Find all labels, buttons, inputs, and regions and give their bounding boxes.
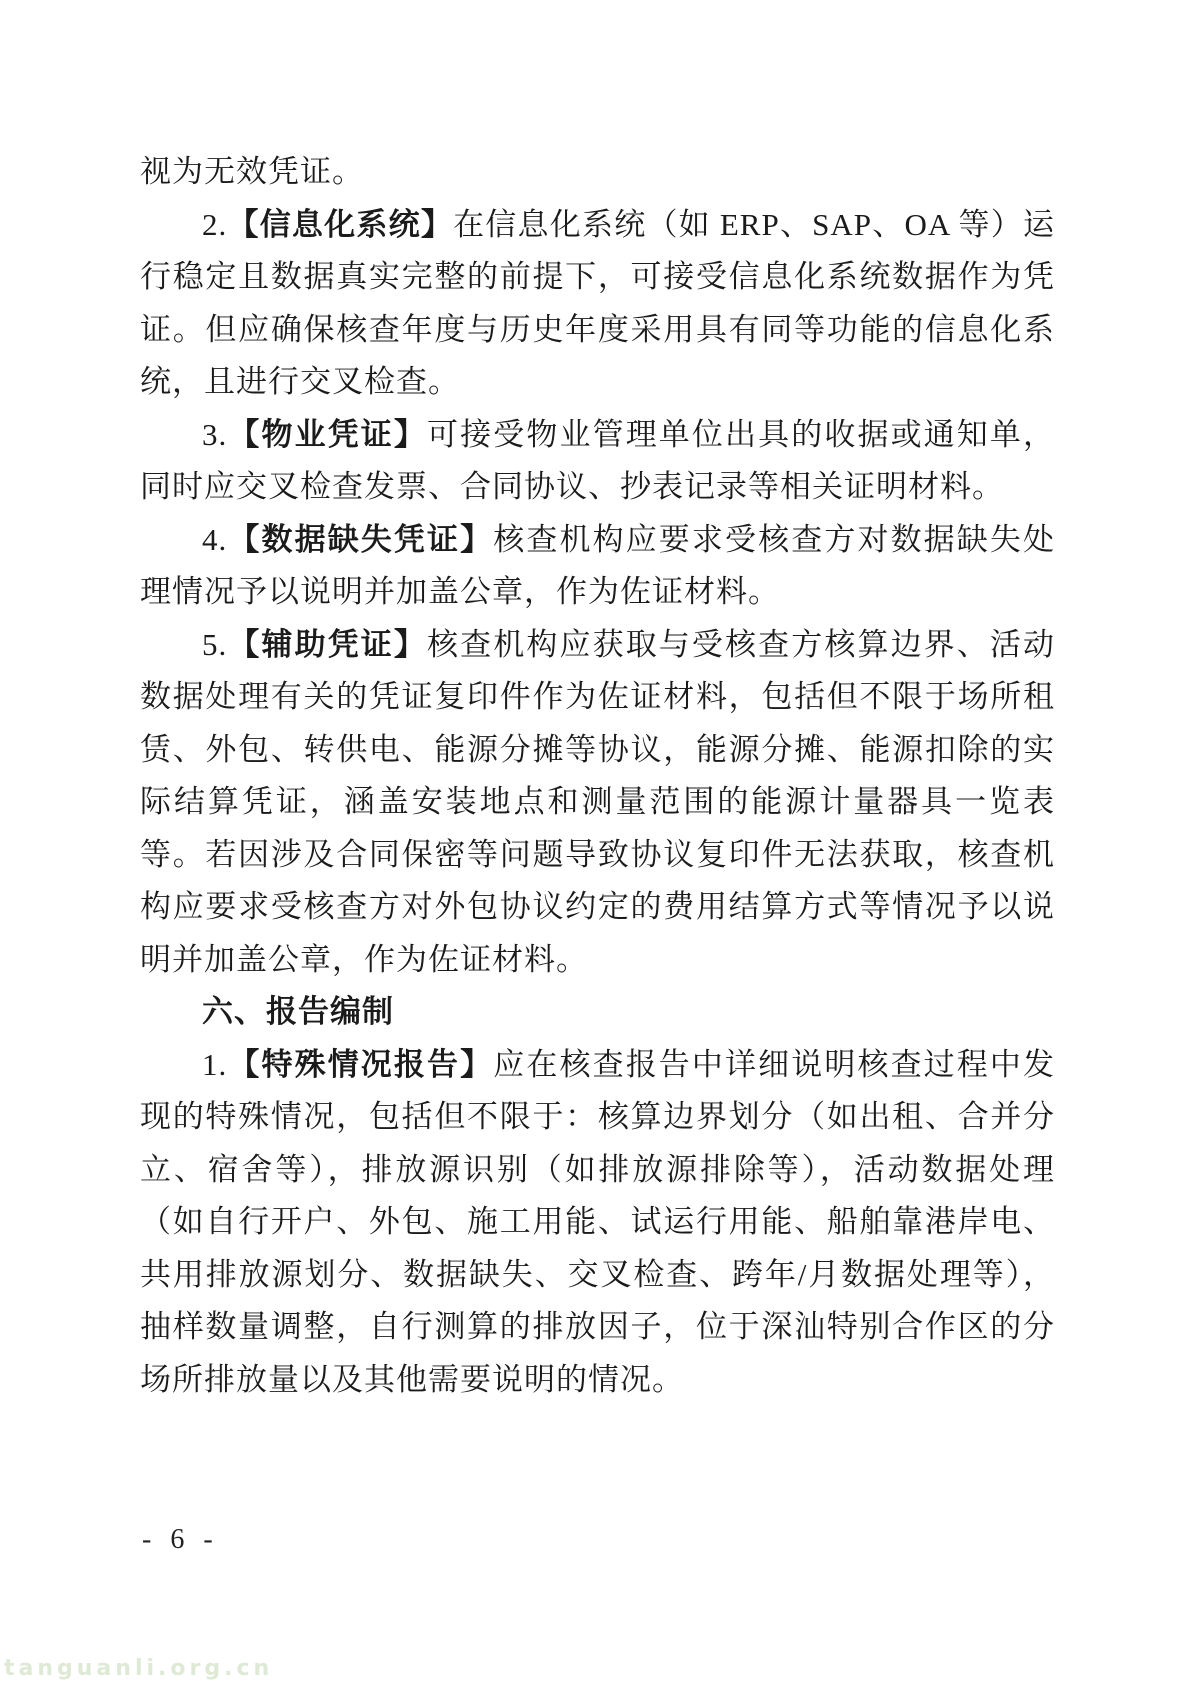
text-segment: 2. bbox=[202, 206, 228, 242]
text-segment: 4. bbox=[202, 521, 228, 557]
text-segment: 在信息化系统（如 ERP、SAP、OA 等）运行稳定且数据真实完整的前提下，可接受信息化系统数据作为凭证。但应确保核查年度与历史年度采用具有同等功能的信息化系统，且进行交叉检查。 bbox=[140, 206, 1055, 399]
paragraph bbox=[140, 146, 1055, 199]
text-segment: 视为无效凭证。 bbox=[140, 154, 364, 189]
bold-label: 【物业凭证】 bbox=[227, 416, 428, 452]
page-number: - 6 - bbox=[142, 1524, 219, 1555]
text-segment: 核查机构应要求受核查方对数据缺失处理情况予以说明并加盖公章，作为佐证材料。 bbox=[140, 521, 1056, 609]
paragraph bbox=[140, 409, 1055, 514]
text-segment: 应在核查报告中详细说明核查过程中发现的特殊情况，包括但不限于：核算边界划分（如出租、合并分立、宿舍等），排放源识别（如排放源排除等），活动数据处理（如自行开户、外包、施工用能、试运行用能、船舶靠港岸电、共用排放源划分、数据缺失、交叉检查、跨年/月数据处理等），抽样数量调整，自行测算的排放因子，位于深汕特别合作区的分场所排放量以及其他需要说明的情况。 bbox=[140, 1046, 1056, 1397]
paragraph bbox=[140, 1039, 1055, 1407]
text-segment: 3. bbox=[202, 416, 228, 452]
watermark-text: tanguanli.org.cn bbox=[4, 1656, 274, 1681]
bold-label: 六、报告编制 bbox=[202, 994, 394, 1029]
bold-label: 【辅助凭证】 bbox=[227, 626, 428, 662]
page-footer bbox=[142, 1524, 219, 1556]
document-body bbox=[140, 146, 1055, 1406]
bold-label: 【特殊情况报告】 bbox=[227, 1046, 494, 1082]
section-heading bbox=[140, 986, 1055, 1039]
paragraph bbox=[140, 514, 1055, 619]
paragraph bbox=[140, 619, 1055, 987]
bold-label: 【信息化系统】 bbox=[227, 206, 454, 242]
text-segment: 核查机构应获取与受核查方核算边界、活动数据处理有关的凭证复印件作为佐证材料，包括但不限于场所租赁、外包、转供电、能源分摊等协议，能源分摊、能源扣除的实际结算凭证，涵盖安装地点和测量范围的能源计量器具一览表等。若因涉及合同保密等问题导致协议复印件无法获取，核查机构应要求受核查方对外包协议约定的费用结算方式等情况予以说明并加盖公章，作为佐证材料。 bbox=[140, 626, 1056, 977]
bold-label: 【数据缺失凭证】 bbox=[227, 521, 494, 557]
text-segment: 5. bbox=[202, 626, 228, 662]
text-segment: 1. bbox=[202, 1046, 228, 1082]
paragraph bbox=[140, 199, 1055, 409]
text-segment: 可接受物业管理单位出具的收据或通知单，同时应交叉检查发票、合同协议、抄表记录等相关证明材料。 bbox=[140, 416, 1056, 504]
